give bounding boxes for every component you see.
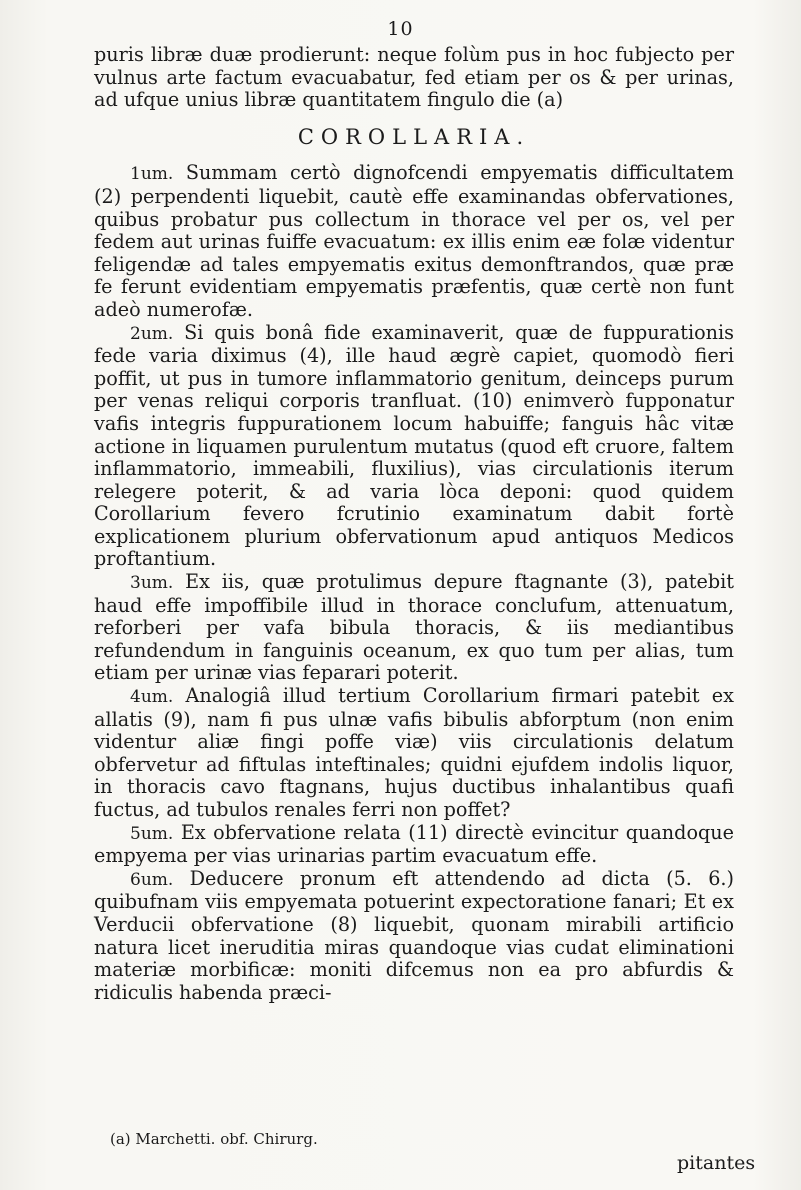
corollary-4 — [94, 685, 734, 822]
corollary-number: 6um. — [130, 869, 174, 890]
corollary-5 — [94, 822, 734, 868]
corollary-3 — [94, 571, 734, 685]
corollary-text: Si quis bonâ fide examinaverit, quæ de fuppurationis fede varia diximus (4), ille haud ægrè capiet, quomodò fieri poffit, ut pus in tumore inflammatorio genitum, deinceps purum per venas reliqui corporis tranfluat. (10) enimverò fupponatur vafis integris fuppurationem locum habuiffe; fanguis hâc vitæ actione in liquamen purulentum mutatus (quod eft cruore, faltem inflammatorio, immeabili, fluxilius), vias circulationis iterum relegere poterit, & ad varia lòca deponi: quod quidem Corollarium fevero fcrutinio examinatum dabit fortè explicationem plurium obfervationum apud antiquos Medicos proftantium. — [94, 320, 734, 571]
corollary-2 — [94, 322, 734, 572]
corollary-number: 5um. — [130, 823, 174, 844]
corollary-number: 2um. — [130, 323, 174, 344]
corollary-number: 4um. — [130, 687, 174, 708]
page-number: 10 — [387, 18, 414, 40]
intro-paragraph: puris libræ duæ prodierunt: neque folùm pus in hoc fubjecto per vulnus arte factum evacuabatur, fed etiam per os & per urinas, ad ufque unius libræ quantitatem fingulo die (a) — [94, 43, 734, 112]
footnote: (a) Marchetti. obf. Chirurg. — [110, 1130, 318, 1148]
corollary-6 — [94, 868, 734, 1005]
corollary-number: 1um. — [130, 164, 174, 185]
corollary-text: Analogiâ illud tertium Corollarium firmari patebit ex allatis (9), nam fi pus ulnæ vafis bibulis abforptum (non enim videntur aliæ fingi poffe viæ) viis circulationis delatum obfervetur ad fiftulas inteftinales; quidni ejufdem indolis liquor, in thoracis cavo ftagnans, hujus ductibus inhalantibus quafi fuctus, ad tubulos renales ferri non poffet? — [94, 684, 734, 821]
section-heading: COROLLARIA. — [297, 124, 531, 149]
body-text — [94, 44, 734, 1004]
catchword: pitantes — [677, 1152, 756, 1174]
corollary-text: Ex iis, quæ protulimus depure ftagnante (3), patebit haud effe impoffibile illud in thorace conclufum, attenuatum, reforberi per vafa bibula thoracis, & iis mediantibus refundendum in fanguinis oceanum, ex quo tum per alias, tum etiam per urinæ vias feparari poterit. — [94, 570, 734, 685]
corollary-text: Deducere pronum eft attendendo ad dicta (5. 6.) quibufnam viis empyemata potuerint expectoratione fanari; Et ex Verducii obfervatione (8) liquebit, quonam mirabili artificio natura licet ineruditia miras quandoque vias cudat eliminationi materiæ morbificæ: moniti difcemus non ea pro abfurdis & ridiculis habenda præci- — [94, 866, 734, 1004]
corollary-number: 3um. — [130, 573, 174, 594]
corollary-text: Summam certò dignofcendi empyematis difficultatem (2) perpendenti liquebit, cautè effe examinandas obfervationes, quibus probatur pus collectum in thorace vel per os, vel per fedem aut urinas fuiffe evacuatum: ex illis enim eæ folæ videntur feligendæ ad tales empyematis exitus demonftrandos, quæ præ fe ferunt evidentiam empyematis præfentis, quæ certè non funt adeò numerofæ. — [94, 161, 734, 321]
corollary-text: Ex obfervatione relata (11) directè evincitur quandoque empyema per vias urinarias partim evacuatum effe. — [94, 820, 734, 868]
corollary-1 — [94, 162, 734, 321]
